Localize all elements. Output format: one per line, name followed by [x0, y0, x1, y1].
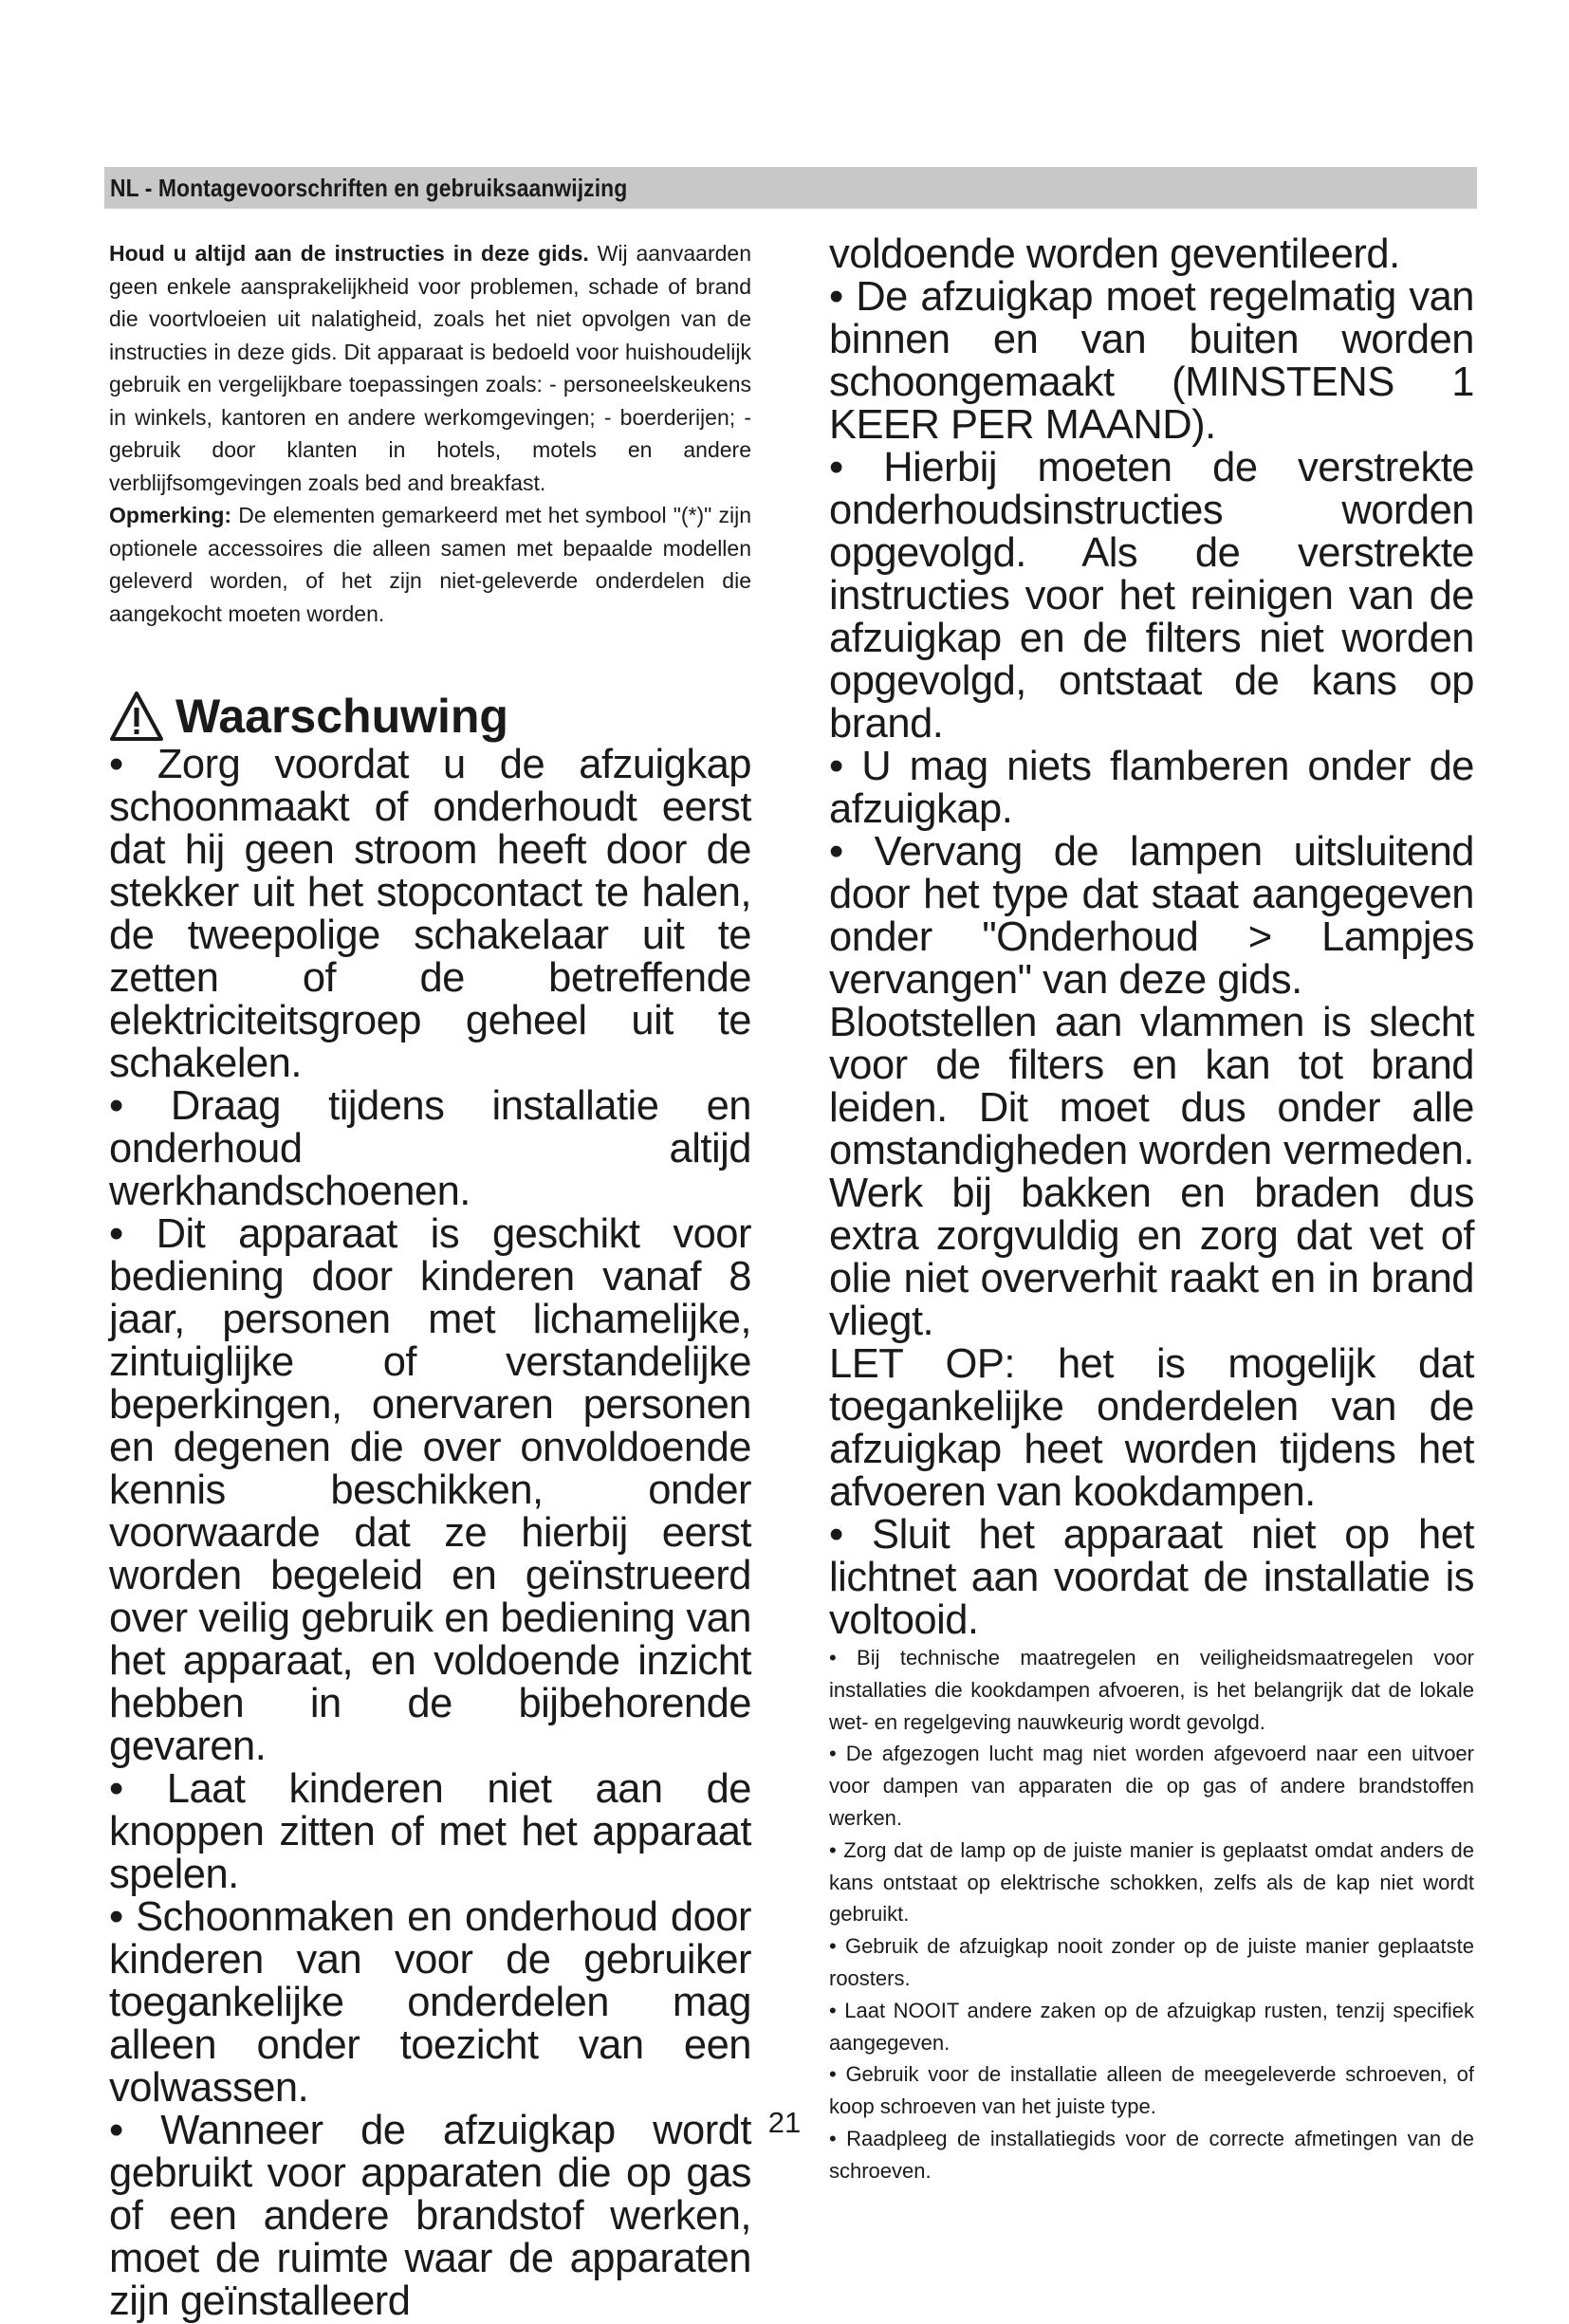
warning-small-item: • Zorg dat de lamp op de juiste manier is geplaatst omdat anders de kans ontstaat op elektrische schokken, zelfs als de kap niet wordt gebruikt.: [829, 1837, 1474, 1927]
warning-item: • U mag niets flamberen onder de afzuigkap.: [829, 744, 1474, 832]
warning-item: • De afzuigkap moet regelmatig van binnen en van buiten worden schoongemaakt (MINSTENS 1 KEER PER MAAND).: [829, 274, 1474, 448]
intro-paragraph: [109, 237, 751, 499]
warning-item: • Draag tijdens installatie en onderhoud altijd werkhandschoenen.: [109, 1083, 751, 1214]
warning-small-item: • Raadpleeg de installatiegids voor de correcte afmetingen van de schroeven.: [829, 2126, 1474, 2183]
page-number: 21: [767, 2106, 802, 2139]
warning-small-item: • Gebruik voor de installatie alleen de meegeleverde schroeven, of koop schroeven van het juiste type.: [829, 2062, 1474, 2119]
warning-item: voldoende worden geventileerd.: [829, 231, 1400, 277]
note-text: De elementen gemarkeerd met het symbool "(*)" zijn optionele accessoires die alleen samen met bepaalde modellen geleverd worden, of het zijn niet-geleverde onderdelen die aangekocht moeten worden.: [109, 503, 751, 626]
warning-item: • Laat kinderen niet aan de knoppen zitten of met het apparaat spelen.: [109, 1766, 751, 1897]
warning-item: • Zorg voordat u de afzuigkap schoonmaakt of onderhoudt eerst dat hij geen stroom heeft door de stekker uit het stopcontact te halen, de tweepolige schakelaar uit te zetten of de betreffende elektriciteitsgroep geheel uit te schakelen.: [109, 742, 751, 1086]
warning-small-item: • Bij technische maatregelen en veiligheidsmaatregelen voor installaties die kookdampen afvoeren, is het belangrijk dat de lokale wet- en regelgeving nauwkeurig wordt gevolgd.: [829, 1646, 1474, 1734]
intro-block: [109, 237, 751, 630]
warning-item: • Sluit het apparaat niet op het lichtnet aan voordat de installatie is voltooid.: [829, 1512, 1474, 1643]
warning-small-item: • De afgezogen lucht mag niet worden afgevoerd naar een uitvoer voor dampen van apparaten die op gas of andere brandstoffen werken.: [829, 1742, 1474, 1830]
warning-right-text: [829, 233, 1474, 1642]
section-header-bar: [104, 167, 1477, 209]
warning-item: Blootstellen aan vlammen is slecht voor de filters en kan tot brand leiden. Dit moet dus onder alle omstandigheden worden vermeden. Werk bij bakken en braden dus extra zorgvuldig en zorg dat vet of olie niet oververhit raakt en in brand vliegt.: [829, 1000, 1474, 1344]
intro-lead-bold: Houd u altijd aan de instructies in deze gids.: [109, 241, 589, 266]
warning-item: • Schoonmaken en onderhoud door kinderen van voor de gebruiker toegankelijke onderdelen mag alleen onder toezicht van een volwassen.: [109, 1894, 751, 2111]
warning-item: • Vervang de lampen uitsluitend door het type dat staat aangegeven onder "Onderhoud > Lampjes vervangen" van deze gids.: [829, 829, 1474, 1003]
right-column: [829, 233, 1474, 2187]
note-label: Opmerking:: [109, 503, 232, 527]
warning-small-item: • Gebruik de afzuigkap nooit zonder op de juiste manier geplaatste roosters.: [829, 1934, 1474, 1990]
warning-heading: [109, 689, 751, 744]
warning-item: • Dit apparaat is geschikt voor bediening door kinderen vanaf 8 jaar, personen met lichamelijke, zintuiglijke of verstandelijke beperkingen, onervaren personen en degenen die over onvoldoende kennis beschikken, onder voorwaarde dat ze hierbij eerst worden begeleid en geïnstrueerd over veilig gebruik en bediening van het apparaat, en voldoende inzicht hebben in de bijbehorende gevaren.: [109, 1211, 751, 1769]
warning-left-text: [109, 744, 751, 2323]
warning-item: • Hierbij moeten de verstrekte onderhoudsinstructies worden opgevolgd. Als de verstrekte instructies voor het reinigen van de afzuigkap en de filters niet worden opgevolgd, ontstaat de kans op brand.: [829, 445, 1474, 747]
warning-title: Waarschuwing: [175, 690, 508, 743]
note-paragraph: [109, 499, 751, 630]
section-header-title: NL - Montagevoorschriften en gebruiksaanwijzing: [110, 174, 628, 202]
warning-item: LET OP: het is mogelijk dat toegankelijke onderdelen van de afzuigkap heet worden tijdens het afvoeren van kookdampen.: [829, 1341, 1474, 1515]
warning-triangle-icon: [109, 691, 164, 742]
warning-item: • Wanneer de afzuigkap wordt gebruikt voor apparaten die op gas of een andere brandstof werken, moet de ruimte waar de apparaten zijn geïnstalleerd: [109, 2108, 751, 2324]
intro-lead-text: Wij aanvaarden geen enkele aansprakelijkheid voor problemen, schade of brand die voortvloeien uit nalatigheid, zoals het niet opvolgen van de instructies in deze gids. Dit apparaat is bedoeld voor huishoudelijk gebruik en vergelijkbare toepassingen zoals: - personeelskeukens in winkels, kantoren en andere werkomgevingen; - boerderijen; - gebruik door klanten in hotels, motels en andere verblijfsomgevingen zoals bed and breakfast.: [109, 241, 751, 495]
warning-small-item: • Laat NOOIT andere zaken op de afzuigkap rusten, tenzij specifiek aangegeven.: [829, 1998, 1474, 2055]
left-column: [109, 237, 751, 2323]
